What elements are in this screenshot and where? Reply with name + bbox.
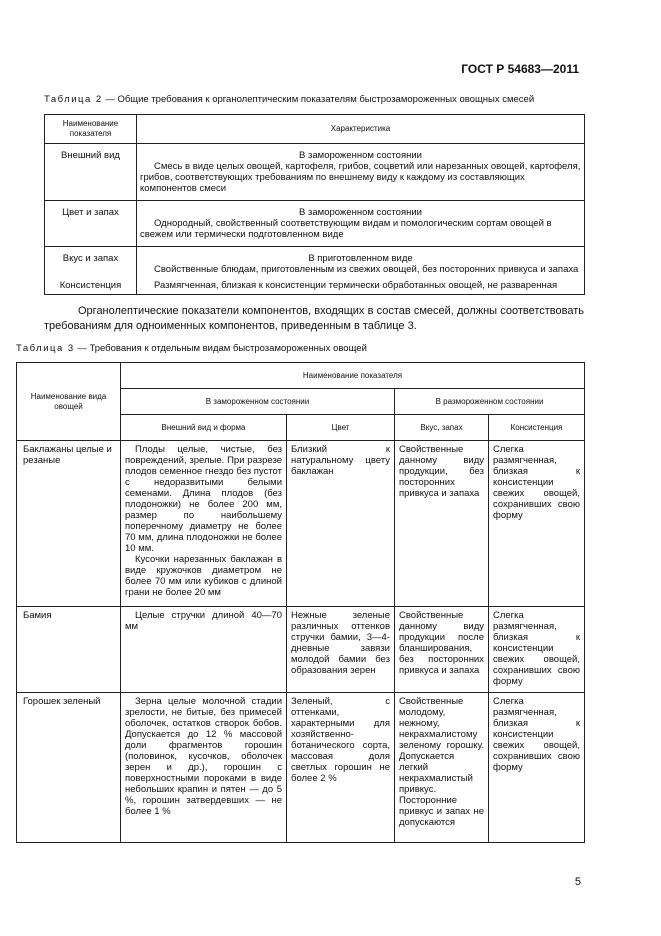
table2-col-name: Наименование показателя — [45, 115, 137, 144]
table3-look-text-2: Кусочки нарезанных баклажан в виде кружочков диаметром не более 70 мм или кубиков с длиной грани не более 20 мм — [125, 554, 282, 598]
table2-row-name: Вкус и запах — [45, 247, 137, 280]
table3-look — [121, 441, 287, 607]
table3-caption-text: — Требования к отдельным видам быстрозамороженных овощей — [74, 343, 367, 354]
table3-col-group: Наименование показателя — [121, 363, 585, 389]
table2-caption-text: — Общие требования к органолептическим показателям быстрозамороженных овощных смесей — [102, 94, 535, 105]
table3-color: Нежные зеленые различных оттенков стручки бамии, 3—4-дневные завязи молодой бамии без образования зерен — [287, 607, 395, 693]
table3-col-color: Цвет — [287, 415, 395, 441]
table2-row-char — [137, 144, 585, 201]
table3-taste: Свойственные данному виду продукции, без посторонних привкуса и запаха — [395, 441, 489, 607]
table3-consist: Слегка размягченная, близкая к консистенции свежих овощей, сохранивших свою форму — [489, 441, 585, 607]
table3-veg-name: Бамия — [17, 607, 121, 693]
table3-col-taste: Вкус, запах — [395, 415, 489, 441]
table2-row-name: Цвет и запах — [45, 201, 137, 247]
table3-col-frozen: В замороженном состоянии — [121, 389, 395, 415]
table3-look — [121, 607, 287, 693]
table3-col-consist: Консистенция — [489, 415, 585, 441]
table3-consist: Слегка размягченная, близкая к консистенции свежих овощей, сохранивших свою форму — [489, 693, 585, 843]
table2-text: Однородный, свойственный соответствующим видам и помологическим сортам овощей в свежем или термически подготовленном виде — [140, 218, 552, 240]
table2-row-name: Внешний вид — [45, 144, 137, 201]
table3-caption-label: Таблица 3 — [16, 343, 75, 354]
table3-col-veg: Наименование вида овощей — [17, 363, 121, 441]
table2-row-name: Консистенция — [45, 279, 137, 295]
table2 — [44, 114, 585, 295]
table3-look-text: Плоды целые, чистые, без повреждений, зрелые. При разрезе плодов семенное гнездо без пустот с недоразвитыми белыми семенами. Длина плодов (без плодоножки) не более 200 мм, размер по наибольшему поперечному диаметру не более 70 мм, длина плодоножки не более 10 мм. — [125, 444, 282, 554]
standard-number: ГОСТ Р 54683—2011 — [461, 62, 579, 76]
table3-look-text: Целые стручки длиной 40—70 мм — [125, 610, 282, 632]
table3-veg-name: Горошек зеленый — [17, 693, 121, 843]
table2-state: В замороженном состоянии — [299, 150, 422, 161]
table3-col-thawed: В размороженном состоянии — [395, 389, 585, 415]
table2-caption-label: Таблица 2 — [44, 94, 103, 105]
table3-color: Зеленый, с оттенками, характерными для хозяйственно-ботанического сорта, массовая доля светлых горошин не более 2 % — [287, 693, 395, 843]
table2-caption — [44, 94, 534, 105]
table3-look — [121, 693, 287, 843]
table3-taste: Свойственные молодому, нежному, некрахмалистому зеленому горошку. Допускается легкий некрахмалистый привкус. Посторонние привкус и запах не допускаются — [395, 693, 489, 843]
table3-veg-name: Баклажаны целые и резаные — [17, 441, 121, 607]
page-number: 5 — [574, 876, 581, 888]
table2-text: Свойственные блюдам, приготовленным из свежих овощей, без посторонних привкуса и запаха — [154, 264, 579, 275]
table2-row-char — [137, 247, 585, 280]
table2-text: Смесь в виде целых овощей, картофеля, грибов, соцветий или нарезанных овощей, картофеля, грибов, соответствующих требованиям по внешнему виду к каждому из составляющих компонентов смеси — [140, 161, 581, 194]
body-paragraph: Органолептические показатели компонентов, входящих в состав смесей, должны соответствовать требованиям для одноименных компонентов, приведенным в таблице 3. — [44, 305, 584, 332]
table3-row — [17, 441, 585, 607]
table3-color: Близкий к натуральному цвету баклажан — [287, 441, 395, 607]
table2-state: В приготовленном виде — [308, 253, 413, 264]
table3-look-text: Зерна целые молочной стадии зрелости, не битые, без примесей оболочек, остатков створок бобов. Допускается до 12 % массовой доли фрагментов горошин (половинок, кусочков, оболочек зерен и др.), горошин с поверхностными пороками в виде небольших крапин и пятен — до 5 %, горошин затвердевших — не более 1 % — [125, 696, 282, 817]
table3-consist: Слегка размягченная, близкая к консистенции свежих овощей, сохранивших свою форму — [489, 607, 585, 693]
table3-col-look: Внешний вид и форма — [121, 415, 287, 441]
table2-row-char — [137, 279, 585, 295]
table2-state: В замороженном состоянии — [299, 207, 422, 218]
table3-row — [17, 607, 585, 693]
table3-taste: Свойственные данному виду продукции после бланширования, без посторонних привкуса и запаха — [395, 607, 489, 693]
table2-text: Размягченная, близкая к консистенции термически обработанных овощей, не разваренная — [154, 280, 558, 291]
table3-row — [17, 693, 585, 843]
table2-col-char: Характеристика — [137, 115, 585, 144]
table3 — [16, 362, 585, 843]
table2-row-char — [137, 201, 585, 247]
table3-caption — [16, 343, 367, 354]
